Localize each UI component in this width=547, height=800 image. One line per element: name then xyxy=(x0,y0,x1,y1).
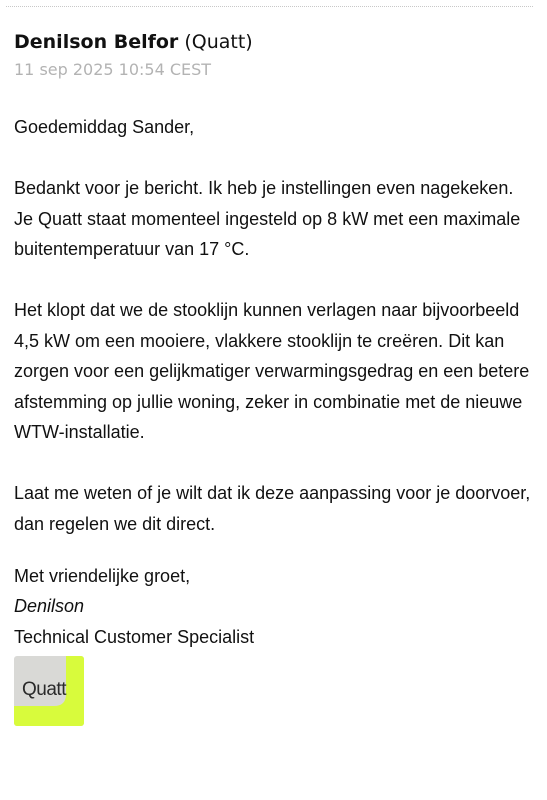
email-body xyxy=(14,112,534,539)
quatt-logo xyxy=(14,656,84,726)
logo-text: Quatt xyxy=(22,679,66,700)
signature-title: Technical Customer Specialist xyxy=(14,626,255,647)
email-timestamp: 11 sep 2025 10:54 CEST xyxy=(14,60,212,79)
greeting: Goedemiddag Sander, xyxy=(14,117,195,137)
paragraph-2: Het klopt dat we de stooklijn kunnen verlagen naar bijvoorbeeld 4,5 kW om een mooiere, vlakkere stooklijn te creëren. Dit kan zorgen voor een gelijkmatiger verwarmingsgedrag en een betere afstemming op jullie woning, zeker in combinatie met de nieuwe WTW-installatie. xyxy=(14,300,530,442)
sender-line xyxy=(14,28,534,56)
top-divider xyxy=(6,6,533,7)
signature-block xyxy=(14,561,534,653)
closing-line: Met vriendelijke groet, xyxy=(14,565,191,586)
paragraph-3: Laat me weten of je wilt dat ik deze aanpassing voor je doorvoer, dan regelen we dit direct. xyxy=(14,483,531,534)
sender-org: (Quatt) xyxy=(184,31,253,53)
signature-name: Denilson xyxy=(14,596,85,616)
email-message xyxy=(14,28,534,726)
sender-name[interactable]: Denilson Belfor xyxy=(14,31,179,53)
paragraph-1: Bedankt voor je bericht. Ik heb je instellingen even nagekeken. Je Quatt staat momenteel ingesteld op 8 kW met een maximale buitentemperatuur van 17 °C. xyxy=(14,178,521,259)
